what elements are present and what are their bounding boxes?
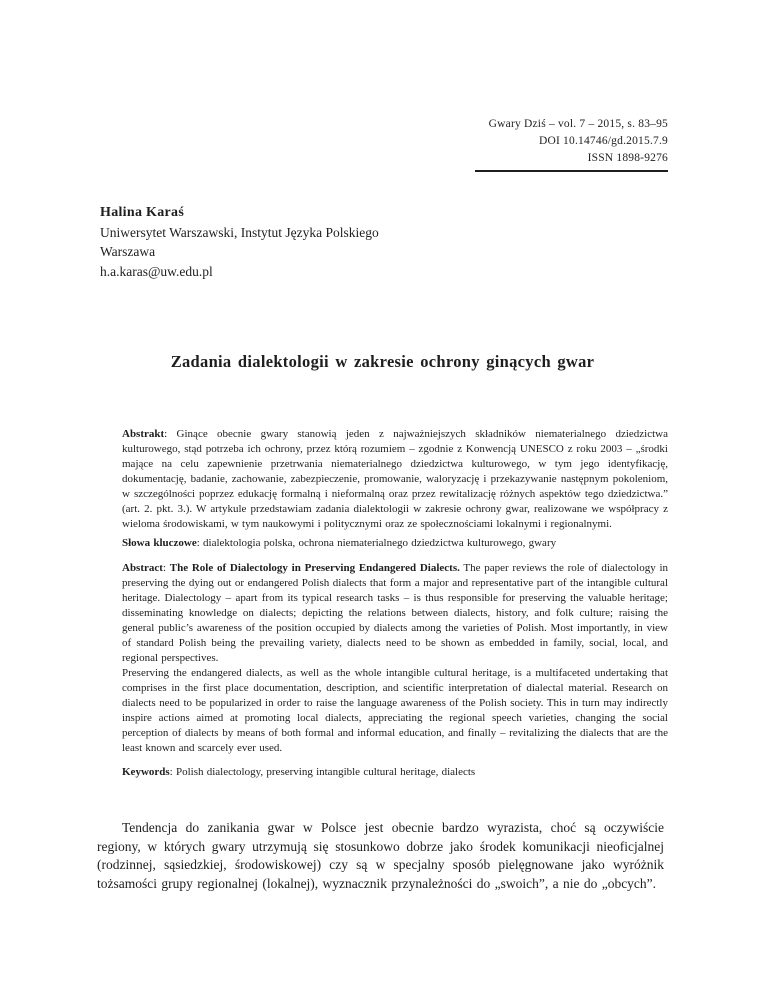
header-divider <box>475 170 668 172</box>
keywords-pl-line <box>122 536 668 551</box>
abstract-pl-paragraph <box>122 427 668 532</box>
author-city: Warszawa <box>100 244 156 259</box>
author-block <box>100 203 379 281</box>
doi-line: DOI 10.14746/gd.2015.7.9 <box>538 135 668 147</box>
abstract-pl-text: : Ginące obecnie gwary stanowią jeden z najważniejszych składników niematerialnego dziedzictwa kulturowego, stąd potrzeba ich ochrony, przez którą rozumiem – zgodnie z Konwencją UNESCO z roku 2003 – „środki mające na celu zapewnienie przetrwania niematerialnego dziedzictwa kulturowego, w tym jego identyfikację, dokumentację, badanie, zachowanie, zabezpieczenie, promowanie, waloryzację i przekazywanie następnym pokoleniom, w szczególności poprzez edukację formalną i nieformalną oraz przez rewitalizację różnych aspektów tego dziedzictwa.” (art. 2. pkt. 3.). W artykule przedstawiam zadania dialektologii w zakresie ochrony gwar, realizowane we współpracy z wieloma środowiskami, w tym naukowymi i politycznymi oraz ze społecznościami lokalnymi i regionalnymi. <box>122 428 668 530</box>
abstract-en-label: Abstract <box>122 562 163 574</box>
paper-title: Zadania dialektologii w zakresie ochrony ginących gwar <box>170 352 595 372</box>
journal-header <box>489 116 668 167</box>
keywords-pl-label: Słowa kluczowe <box>122 537 197 549</box>
body-text <box>97 819 664 893</box>
abstract-pl-label: Abstrakt <box>122 428 165 440</box>
abstract-block <box>122 427 668 780</box>
keywords-en-label: Keywords <box>122 766 170 778</box>
keywords-en-line <box>122 765 668 780</box>
abstract-en-text-2: Preserving the endangered dialects, as well as the whole intangible cultural heritage, is a multifaceted undertaking that comprises in the first place documentation, description, and scientific interpretation of dialectal material. Research on dialects need to be popularized in order to raise the language awareness of the Polish society. This in turn may indirectly inspire actions aimed at promoting local dialects, appreciating the regional speech varieties, changing the social perception of dialects by means of both formal and informal education, and finally – revitalizing the dialects that are the least known and scarcely ever used. <box>122 667 668 754</box>
abstract-en-paragraph-2 <box>122 666 668 756</box>
author-name: Halina Karaś <box>100 205 185 220</box>
abstract-en-paragraph-1 <box>122 561 668 666</box>
keywords-pl-text: : dialektologia polska, ochrona niematerialnego dziedzictwa kulturowego, gwary <box>196 537 557 549</box>
issn-line: ISSN 1898-9276 <box>587 152 668 164</box>
abstract-en-title: The Role of Dialectology in Preserving Endangered Dialects. <box>169 562 460 574</box>
keywords-en-text: : Polish dialectology, preserving intangible cultural heritage, dialects <box>169 766 476 778</box>
author-email: h.a.karas@uw.edu.pl <box>100 263 213 279</box>
journal-volume-line: Gwary Dziś – vol. 7 – 2015, s. 83–95 <box>488 118 668 130</box>
body-paragraph: Tendencja do zanikania gwar w Polsce jest obecnie bardzo wyrazista, choć są oczywiście regiony, w których gwary utrzymują się stosunkowo dobrze jako środek komunikacji nieoficjalnej (rodzinnej, sąsiedzkiej, środowiskowej) czy są w specjalny sposób pielęgnowane jako wyróżnik tożsamości grupy regionalnej (lokalnej), wyznacznik przynależności do „swoich”, a nie do „obcych”. <box>97 820 664 891</box>
author-affiliation: Uniwersytet Warszawski, Instytut Języka Polskiego <box>100 224 379 240</box>
abstract-en-colon: : <box>162 562 170 574</box>
abstract-en-text: The paper reviews the role of dialectology in preserving the dying out or endangered Polish dialects that form a major and representative part of the intangible cultural heritage. Dialectology – apart from its typical research tasks – is thus responsible for preserving the valuable heritage; disseminating knowledge on dialects; depicting the relations between dialects, history, and folk culture; raising the general public’s awareness of the position occupied by dialects among the varieties of Polish. Most importantly, in view of standard Polish being the prevailing variety, dialects need to be shown as embedded in family, social, local, and regional perspectives. <box>122 562 669 664</box>
